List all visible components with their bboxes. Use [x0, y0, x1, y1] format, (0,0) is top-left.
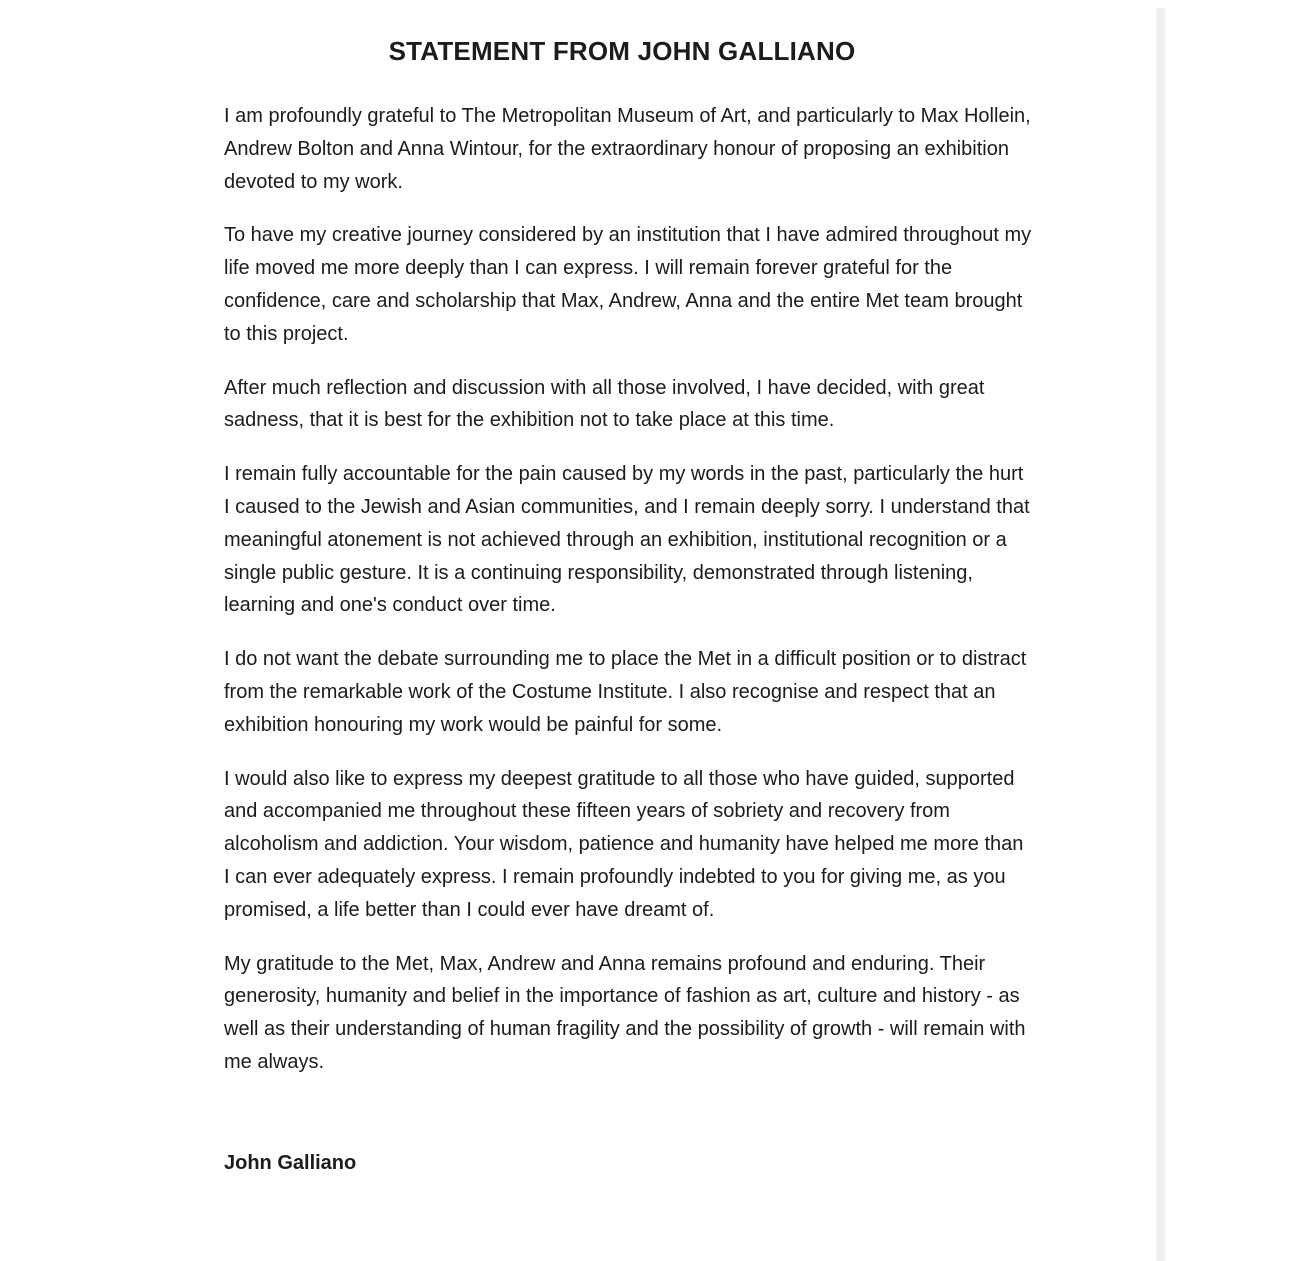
paragraph-1: I am profoundly grateful to The Metropolitan Museum of Art, and particularly to Max Hollein, Andrew Bolton and Anna Wintour, for the extraordinary honour of proposing an exhibition devoted to my work.: [224, 105, 1031, 193]
page-edge-shadow: [1156, 8, 1166, 1261]
paragraph-6: I would also like to express my deepest gratitude to all those who have guided, supported and accompanied me throughout these fifteen years of sobriety and recovery from alcoholism and addiction. Your wisdom, patience and humanity have helped me more than I can ever adequately express. I remain profoundly indebted to you for giving me, as you promised, a life better than I could ever have dreamt of.: [224, 767, 1024, 921]
paragraph-4: I remain fully accountable for the pain caused by my words in the past, particularly the hurt I caused to the Jewish and Asian communities, and I remain deeply sorry. I understand that meaningful atonement is not achieved through an exhibition, institutional recognition or a single public gesture. It is a continuing responsibility, demonstrated through listening, learning and one's conduct over time.: [224, 463, 1030, 617]
statement-title: STATEMENT FROM JOHN GALLIANO: [388, 36, 856, 66]
statement-body: [224, 100, 1034, 1100]
paragraph-5: I do not want the debate surrounding me to place the Met in a difficult position or to distract from the remarkable work of the Costume Institute. I also recognise and respect that an exhibition honouring my work would be painful for some.: [224, 648, 1027, 736]
paragraph-2: To have my creative journey considered by an institution that I have admired throughout my life moved me more deeply than I can express. I will remain forever grateful for the confidence, care and scholarship that Max, Andrew, Anna and the entire Met team brought to this project.: [224, 224, 1032, 345]
paragraph-3: After much reflection and discussion with all those involved, I have decided, with great sadness, that it is best for the exhibition not to take place at this time.: [224, 376, 985, 432]
signature: John Galliano: [224, 1152, 357, 1174]
paragraph-7: My gratitude to the Met, Max, Andrew and Anna remains profound and enduring. Their generosity, humanity and belief in the importance of fashion as art, culture and history - as well as their understanding of human fragility and the possibility of growth - will remain with me always.: [224, 952, 1026, 1073]
